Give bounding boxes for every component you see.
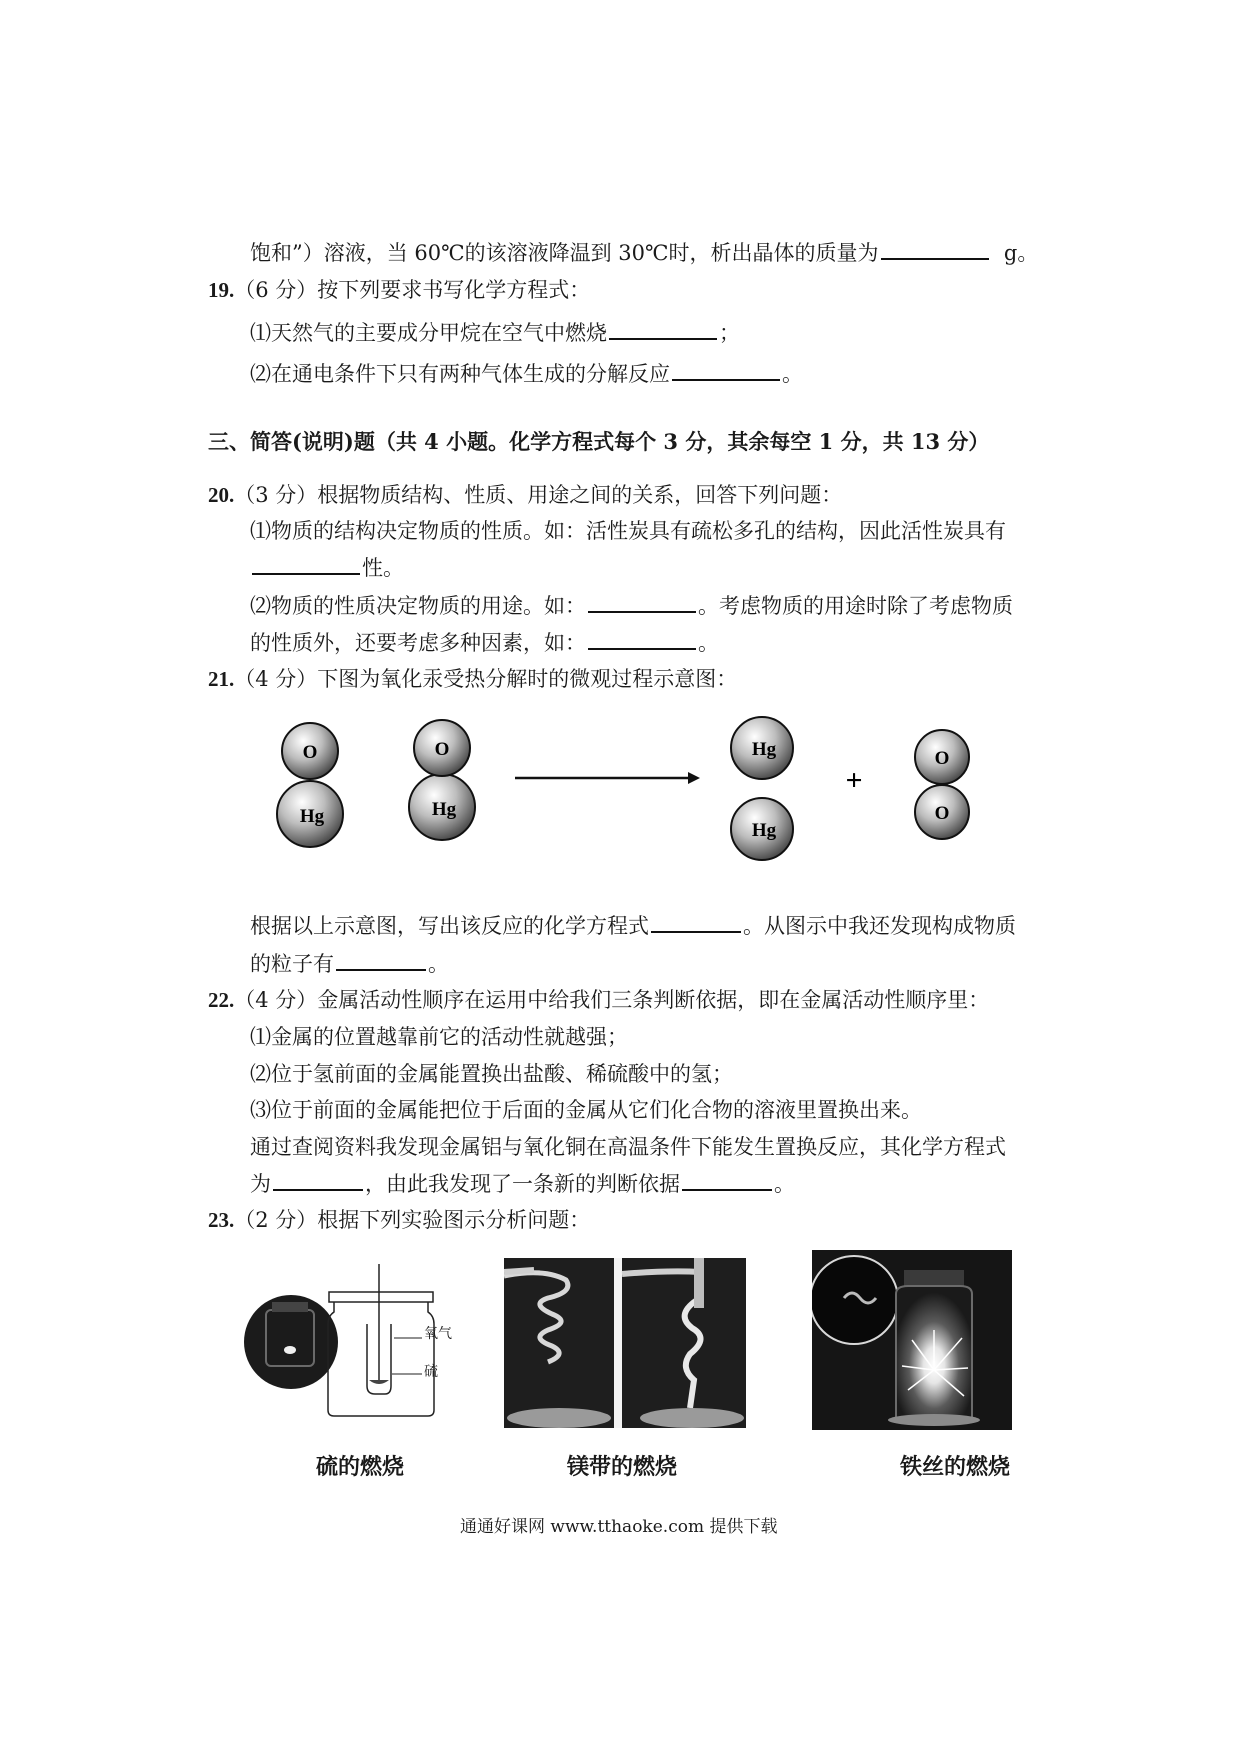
text: 根据以上示意图，写出该反应的化学方程式 <box>250 914 649 938</box>
q22-rule2 <box>250 1060 733 1088</box>
question-text: （2 分）根据下列实验图示分析问题： <box>234 1208 591 1232</box>
q20-part1 <box>250 517 1006 545</box>
gas-jar-apparatus <box>328 1264 434 1416</box>
text: g。 <box>1003 241 1039 265</box>
answer-blank[interactable] <box>672 361 780 381</box>
iron-combustion-photo <box>812 1250 1012 1430</box>
answer-blank[interactable] <box>336 951 426 971</box>
magnesium-photo-right <box>622 1258 746 1428</box>
text: ⑵位于氢前面的金属能置换出盐酸、稀硫酸中的氢； <box>250 1062 733 1086</box>
magnesium-photo-left <box>504 1258 614 1428</box>
text: 的性质外，还要考虑多种因素，如： <box>250 631 586 655</box>
answer-blank[interactable] <box>609 320 717 340</box>
caption-magnesium: 镁带的燃烧 <box>567 1455 678 1480</box>
text: 饱和”）溶液，当 60℃的该溶液降温到 30℃时，析出晶体的质量为 <box>250 241 879 265</box>
magnesium-combustion-photos <box>504 1258 746 1428</box>
text: 。 <box>428 952 449 976</box>
q21-answer-line1 <box>250 912 1016 940</box>
atom-label: O <box>934 803 950 824</box>
caption-iron: 铁丝的燃烧 <box>900 1455 1011 1480</box>
atom-label: Hg <box>299 806 325 827</box>
q20-part2 <box>250 592 1013 620</box>
question-23 <box>208 1206 590 1234</box>
answer-blank[interactable] <box>588 630 696 650</box>
answer-blank[interactable] <box>273 1171 363 1191</box>
hgo-decomposition-diagram <box>270 715 990 885</box>
q19-part1 <box>250 319 740 347</box>
text: 。 <box>698 631 719 655</box>
atom-label: O <box>302 742 318 763</box>
section-title: 三、简答(说明)题 <box>208 429 375 454</box>
answer-blank[interactable] <box>651 913 741 933</box>
section-3-header <box>208 428 989 456</box>
atom-label: O <box>934 748 950 769</box>
q21-answer-line2 <box>250 950 449 978</box>
question-22 <box>208 986 989 1014</box>
atom-label: Hg <box>751 820 777 841</box>
question-text: （4 分）金属活动性顺序在运用中给我们三条判断依据，即在金属活动性顺序里： <box>234 988 990 1012</box>
question-19 <box>208 276 590 304</box>
question-text: （6 分）按下列要求书写化学方程式： <box>234 278 591 302</box>
text: 为 <box>250 1172 271 1196</box>
text: 的粒子有 <box>250 952 334 976</box>
hgo-molecule-2 <box>409 720 475 840</box>
text: ⑴金属的位置越靠前它的活动性就越强； <box>250 1025 628 1049</box>
text: ⑶位于前面的金属能把位于后面的金属从它们化合物的溶液里置换出来。 <box>250 1098 922 1122</box>
q22-rule1 <box>250 1023 628 1051</box>
text: 性。 <box>362 556 404 580</box>
label-sulfur: 硫 <box>424 1364 438 1380</box>
text: 。从图示中我还发现构成物质 <box>743 914 1016 938</box>
question-number: 23. <box>208 1208 235 1232</box>
text: ，由此我发现了一条新的判断依据 <box>365 1172 680 1196</box>
o2-molecule <box>915 730 969 839</box>
question-number: 20. <box>208 483 235 507</box>
answer-blank[interactable] <box>881 240 989 260</box>
caption-sulfur: 硫的燃烧 <box>316 1455 405 1480</box>
text: 。考虑物质的用途时除了考虑物质 <box>698 594 1013 618</box>
iron-photo-inset <box>812 1256 898 1344</box>
text: 。 <box>774 1172 795 1196</box>
reaction-arrow <box>515 772 700 784</box>
question-20 <box>208 481 842 509</box>
atom-label: O <box>434 739 450 760</box>
text: ⑴物质的结构决定物质的性质。如：活性炭具有疏松多孔的结构，因此活性炭具有 <box>250 519 1006 543</box>
answer-blank[interactable] <box>252 555 360 575</box>
q22-line5 <box>250 1170 795 1198</box>
q22-rule3 <box>250 1096 922 1124</box>
label-oxygen: 氧气 <box>424 1326 452 1342</box>
q20-part2-cont <box>250 629 719 657</box>
q22-line4 <box>250 1133 1006 1161</box>
question-21 <box>208 665 737 693</box>
answer-blank[interactable] <box>588 593 696 613</box>
question-number: 21. <box>208 667 235 691</box>
question-text: （3 分）根据物质结构、性质、用途之间的关系，回答下列问题： <box>234 483 843 507</box>
atom-label: Hg <box>431 799 457 820</box>
hgo-molecule-1 <box>277 723 343 847</box>
answer-blank[interactable] <box>682 1171 772 1191</box>
text: ； <box>719 321 740 345</box>
question-number: 19. <box>208 278 235 302</box>
footer-source: 通通好课网 www.tthaoke.com 提供下载 <box>460 1517 778 1537</box>
question-number: 22. <box>208 988 235 1012</box>
text: ⑵在通电条件下只有两种气体生成的分解反应 <box>250 362 670 386</box>
text: ⑵物质的性质决定物质的用途。如： <box>250 594 586 618</box>
text: 通过查阅资料我发现金属铝与氧化铜在高温条件下能发生置换反应，其化学方程式 <box>250 1135 1006 1159</box>
atom-label: Hg <box>751 739 777 760</box>
text: ⑴天然气的主要成分甲烷在空气中燃烧 <box>250 321 607 345</box>
plus-sign: + <box>845 764 863 797</box>
question-text: （4 分）下图为氧化汞受热分解时的微观过程示意图： <box>234 667 738 691</box>
text: 。 <box>782 362 803 386</box>
hg-product <box>731 717 793 860</box>
q19-part2 <box>250 360 803 388</box>
section-note: （共 4 小题。化学方程式每个 3 分，其余每空 1 分，共 13 分） <box>374 429 990 454</box>
q20-part1-cont <box>250 554 404 582</box>
line-saturated <box>250 239 1038 267</box>
